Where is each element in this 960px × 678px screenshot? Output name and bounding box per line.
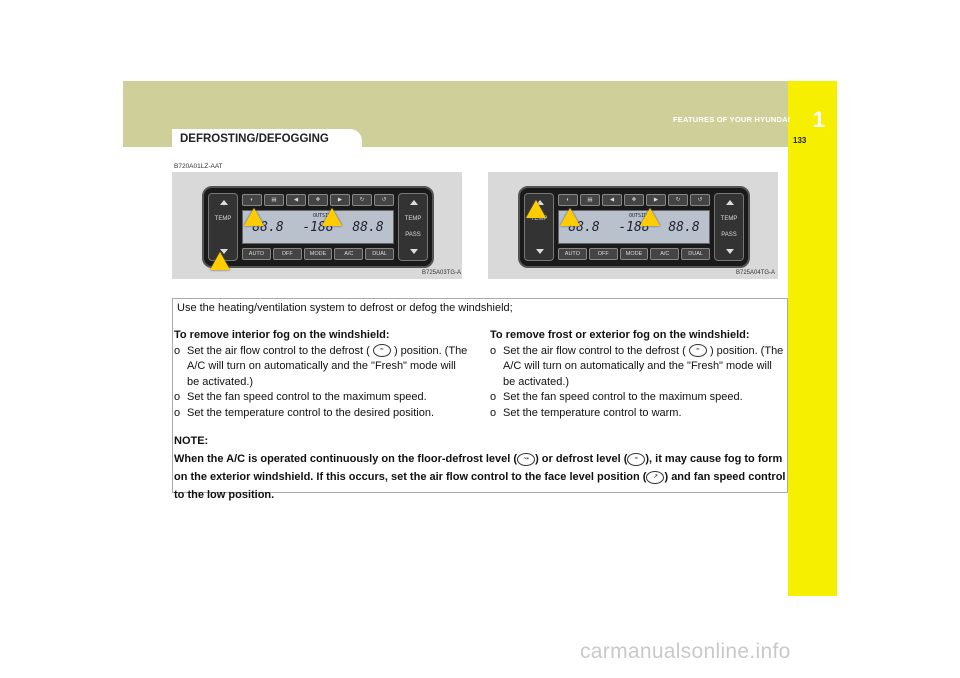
arrow-up-icon [726,200,734,205]
off-key: OFF [273,248,302,260]
defrost-icon: ≈ [373,344,391,357]
bullet-text: ) position. (The A/C will turn on automatically and the "Fresh" mode will be activated.) [503,344,784,388]
mode-key: MODE [620,248,649,260]
bullet-marker: o [490,391,497,403]
top-button-row [242,194,394,206]
chapter-number: 1 [812,107,825,132]
note-text: ), it may cause fog to form on the exterior windshield. If this occurs, set the air flow control to the face level position ( [174,453,783,483]
outside-label: OUTSIDE [313,213,335,219]
list-item [490,344,785,391]
bullet-text: Set the air flow control to the defrost ( [503,344,686,357]
exterior-fog-column [490,328,785,421]
list-item [490,406,785,422]
note-text: ) and fan speed control to the low position. [174,471,786,501]
climate-control-panel [202,186,434,268]
off-key: OFF [589,248,618,260]
bullet-marker: o [490,344,497,357]
bullet-marker: o [174,406,181,419]
highlight-arrow-icon [210,252,230,270]
bullet-text: Set the temperature control to warm. [503,406,682,419]
note-text: When the A/C is operated continuously on the floor-defrost level ( [174,453,518,465]
interior-fog-heading: To remove interior fog on the windshield: [174,329,390,341]
fresh-key: ↺ [690,194,710,206]
temp-label: TEMP [530,216,548,222]
lcd-display [242,210,394,244]
climate-control-panel [518,186,750,268]
reference-code: B720A01LZ-AAT [174,163,223,170]
figure-code-left: B725A03TG-A [422,270,462,276]
interior-fog-column [174,328,469,421]
chapter-tab [788,81,837,596]
recirc-key: ↻ [668,194,688,206]
temp-label: TEMP [214,216,232,222]
exterior-fog-heading: To remove frost or exterior fog on the windshield: [490,329,750,341]
defrost-key: ◐ [242,194,262,206]
rear-defrost-key: ▤ [264,194,284,206]
dual-key: DUAL [681,248,710,260]
fan-icon-key: ❖ [308,194,328,206]
figure-code-right: B725A04TG-A [736,270,776,276]
temp-button-left [208,193,238,261]
defrost-icon: ≈ [627,453,645,466]
climate-panel-figure-right [488,172,778,279]
bullet-text: Set the fan speed control to the maximum speed. [187,391,427,403]
mode-key: MODE [304,248,333,260]
top-button-row [558,194,710,206]
bottom-button-row [242,248,394,260]
arrow-up-icon [220,200,228,205]
bullet-text: ) position. (The A/C will turn on automatically and the "Fresh" mode will be activated.) [187,344,468,388]
arrow-down-icon [536,249,544,254]
temp-button-right [714,193,744,261]
lcd-left-temp: 88.8 [568,219,600,235]
fan-down-key: ◀ [602,194,622,206]
floor-defrost-icon: ↝ [517,453,535,466]
highlight-arrow-icon [560,208,580,226]
bullet-text: Set the air flow control to the defrost ( [187,344,370,357]
page-number: 133 [793,136,807,145]
note-paragraph [174,432,786,504]
lcd-outside-temp: -188 [618,219,650,235]
lcd-left-temp: 88.8 [252,219,284,235]
pass-label: PASS [721,232,737,238]
fan-down-key: ◀ [286,194,306,206]
recirc-key: ↻ [352,194,372,206]
ac-key: A/C [650,248,679,260]
dual-key: DUAL [365,248,394,260]
temp-button-right [398,193,428,261]
highlight-arrow-icon [640,208,660,226]
intro-text: Use the heating/ventilation system to defrost or defog the windshield; [177,302,513,314]
highlight-arrow-icon [526,200,546,218]
auto-key: AUTO [558,248,587,260]
temp-label: TEMP [404,216,422,222]
lcd-display [558,210,710,244]
highlight-arrow-icon [322,208,342,226]
list-item [490,390,785,406]
pass-label: PASS [405,232,421,238]
defrost-icon: ≈ [689,344,707,357]
lcd-right-temp: 88.8 [668,219,700,235]
arrow-down-icon [410,249,418,254]
fan-icon-key: ❖ [624,194,644,206]
defrost-key: ◐ [558,194,578,206]
list-item [174,344,469,391]
face-level-icon: ↗ [646,471,664,484]
bullet-marker: o [174,391,181,403]
lcd-outside-temp: -188 [302,219,334,235]
fan-up-key: ▶ [646,194,666,206]
bullet-marker: o [174,344,181,357]
bullet-text: Set the fan speed control to the maximum speed. [503,391,743,403]
note-label: NOTE: [174,435,209,447]
list-item [174,406,469,422]
outside-label: OUTSIDE [629,213,651,219]
fan-up-key: ▶ [330,194,350,206]
fresh-key: ↺ [374,194,394,206]
note-text: ) or defrost level ( [535,453,628,465]
arrow-up-icon [410,200,418,205]
list-item [174,390,469,406]
auto-key: AUTO [242,248,271,260]
ac-key: A/C [334,248,363,260]
chapter-title: FEATURES OF YOUR HYUNDAI [672,115,790,124]
arrow-down-icon [726,249,734,254]
section-title: DEFROSTING/DEFOGGING [180,133,329,145]
rear-defrost-key: ▤ [580,194,600,206]
bullet-marker: o [490,406,497,419]
bottom-button-row [558,248,710,260]
temp-label: TEMP [720,216,738,222]
lcd-right-temp: 88.8 [352,219,384,235]
bullet-text: Set the temperature control to the desired position. [187,406,435,419]
watermark: carmanualsonline.info [580,640,791,663]
climate-panel-figure-left [172,172,462,279]
highlight-arrow-icon [244,208,264,226]
